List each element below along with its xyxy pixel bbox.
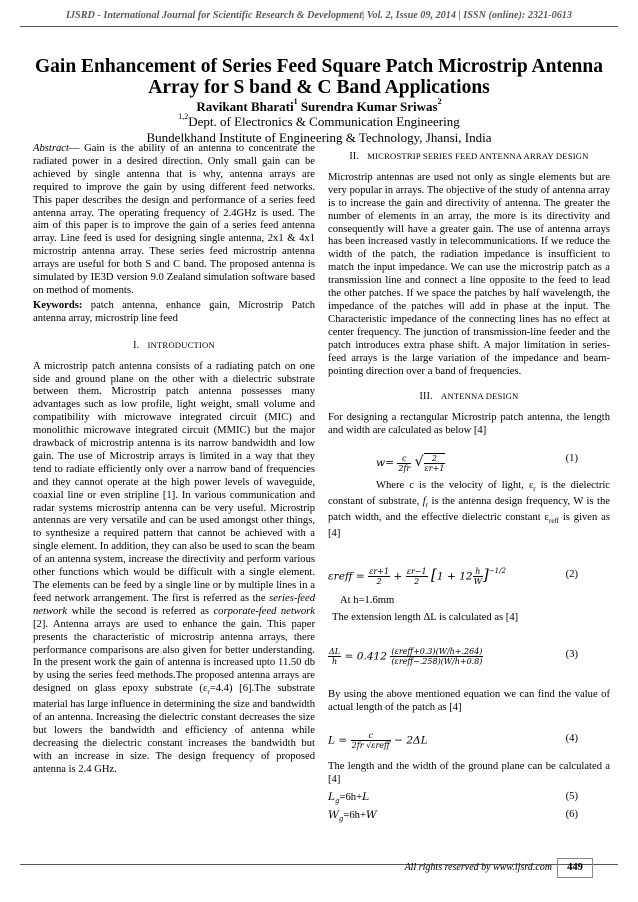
ground-plane-text: The length and the width of the ground plane can be calculated a [4] (328, 760, 610, 785)
section-3-title: ANTENNA DESIGN (440, 391, 519, 402)
extension-text: The extension length ΔL is calculated as [4] (332, 611, 519, 623)
left-column (33, 143, 315, 777)
intro-series-term: series-feed network (33, 592, 315, 617)
eq1-text-a: Where c is the velocity of light, ε (376, 480, 534, 492)
eq2-number: (2) (565, 569, 578, 581)
department (0, 114, 638, 130)
abstract-text: — Gain is the ability of an antenna to concentrate the radiated power in a desired direction. Only small gain can be achieved by single antenna that is why, antenna arrays are required to improve the gain by using different feed networks. This paper describes the design and performance of a series feed antenna array. The operating frequency of 2.4GHz is used. The aim of this paper is to improve the gain of a series feed antenna array. Line feed is used for designing single antenna, 2x1 & 4x1 microstrip antenna array. These series feed microstrip antenna arrays are useful for both S and C band. The proposed antenna is simulated by IE3D version 9.0 Zealand simulation software based on method of moments. (33, 143, 315, 296)
eq1-description: Where c is the velocity of light, $\varepsilon_r$ is the dielectric constant of substrate, $f_r$ is the antenna design frequency, W is the patch width, and the effective dielectric constant $\varepsilon_{reff}$ is given as [4] (328, 480, 611, 540)
section-3-number: III. (419, 391, 433, 403)
section-3-heading (328, 390, 610, 404)
keywords-text: patch antenna, enhance gain, Microstrip Patch antenna array, microstrip line feed (33, 299, 315, 324)
eq5-number: (5) (565, 790, 578, 802)
authors (0, 99, 638, 115)
intro-paragraph (33, 361, 315, 777)
eq1-text-c: is the antenna design frequency, W is the patch width, and the effective dielectric constant ε (328, 496, 610, 524)
intro-eps-sub: r (207, 688, 210, 697)
journal-header: IJSRD - International Journal for Scientific Research & Development| Vol. 2, Issue 09, 2014 | ISSN (online): 2321-0613 (66, 10, 572, 21)
eq2-formula: εreff = $\frac{\varepsilon r+1}{2}$ + $\frac{\varepsilon r-1}{2}$ [1 + 12 $\frac{h}{W}$ ]$^{-1/2}$ (328, 565, 506, 587)
eq6-formula: $W_g=6h+W$ (328, 808, 377, 823)
page-number: 449 (557, 858, 593, 878)
equation-3 (328, 637, 610, 679)
equation-6 (328, 809, 610, 823)
author-2: Surendra Kumar Sriwas (297, 99, 438, 114)
section-2-number: II. (349, 151, 360, 162)
keywords-label: Keywords: (33, 299, 83, 311)
eq1-formula: w= $\frac{c}{2fr}$ √ $\frac{2}{\varepsilon r+1}$ (376, 453, 445, 474)
eq6-text: =6h+ (343, 809, 366, 821)
eq1-number: (1) (565, 453, 578, 465)
intro-text-4: =4.4) [6].The substrate material has large influence in determining the size and bandwidth of an antenna. Increasing the dielectric constant decreases the size but lowers the bandwidth and efficiency of antenna while decreasing the dielectric constant increases the bandwidth but with an increase in size. The design frequency of proposed antenna is 2.4 GHz. (33, 683, 315, 775)
institute: Bundelkhand Institute of Engineering & Technology, Jhansi, India (146, 130, 492, 145)
equation-4 (328, 727, 610, 757)
footer-link[interactable]: www.ijsrd.com (493, 862, 552, 873)
right-column (328, 143, 610, 827)
at-h-text: At h=1.6mm (340, 595, 395, 607)
eq3-formula: $\frac{\Delta L}{h}$ = 0.412 $\frac{\text{(εreff+0.3)(W/h+.264)}}{\text{(εreff−.258)(W/h+0.8)}}$ (329, 646, 483, 666)
author-2-sup: 2 (437, 97, 442, 106)
abstract-label: Abstract (33, 143, 69, 154)
title-line-1: Gain Enhancement of Series Feed Square Patch Microstrip Antenna (34, 56, 603, 77)
section-1-heading (33, 339, 315, 353)
header-rule (20, 26, 618, 27)
eq4-formula: L = $\frac{c}{\text{2fr √εreff}}$ − 2ΔL (328, 730, 428, 750)
author-1-sup: 1 (293, 97, 298, 106)
abstract (33, 143, 315, 298)
intro-text-2: while the second is referred as (67, 605, 214, 617)
eq1-text-d: is given as [4] (328, 512, 610, 540)
author-1: Ravikant Bharati (196, 99, 294, 114)
dept-sup: 1,2 (178, 112, 189, 121)
equation-5 (328, 791, 610, 805)
section-2-heading (328, 150, 610, 164)
section-1-number: I. (133, 339, 140, 351)
actual-length-text: By using the above mentioned equation we can find the value of actual length of the patch as [4] (328, 688, 610, 713)
title-line-2: Array for S band & C Band Applications (148, 77, 490, 98)
eq5-formula: $L_g=6h+L$ (328, 790, 370, 805)
equation-1 (328, 444, 610, 476)
eq6-number: (6) (565, 808, 578, 820)
eq4-number: (4) (565, 732, 578, 744)
intro-text-3: [2]. Antenna arrays are used to enhance the gain. This paper presents the characteristic of microstrip antenna arrays, there performance comparisons are also given for better understanding. In the present work the gain of antenna is increased upto 11.50 db by using the series feed methods.The proposed antenna arrays are designed on glass epoxy substrate (ε (33, 618, 315, 695)
footer-text: All rights reserved by (404, 862, 494, 873)
eq5-text: =6h+ (339, 791, 363, 803)
section-1-title: INTRODUCTION (147, 339, 215, 350)
eq1-text-b: is the dielectric constant of substrate, (328, 480, 611, 508)
dept-text: Dept. of Electronics & Communication Engineering (188, 114, 460, 129)
keywords (33, 300, 315, 326)
section-2-paragraph: Microstrip antennas are used not only as single elements but are very popular in arrays. The objective of the study of antenna array is to increase the gain and directivity of antenna. The greater the number of elements in an array, the more is its directivity and consequently will have a greater gain. The use of antenna arrays has been increased vastly in telecommunications. If we reduce the width of the patch, the radiation impedance is insufficient to match the input impedance. We can use the microstrip patch as a transmission line and connect a line opposite to the feed to lead the other patches. If we space the patches by half wavelength, the impedance of the patches will add in phase at the input. The Characteristic impedance of the connecting lines has no effect at center frequency. The junction of transmission-line feeder and the patch introduces extra phase shift. A major limitation in series-feed arrays is the large variation of the impedance and beam-pointing direction over a band of frequencies. (328, 171, 610, 377)
intro-corporate-term: corporate-feed network (213, 605, 315, 617)
eq3-number: (3) (565, 648, 578, 660)
section-3-paragraph: For designing a rectangular Microstrip patch antenna, the length and width are calculated as below [4] (328, 412, 610, 437)
paper-title (20, 56, 618, 98)
equation-2 (328, 557, 610, 591)
intro-text-1: A microstrip patch antenna consists of a radiating patch on one side and ground plane on the other with a dielectric substrate between them. Microstrip patch antenna possesses many advantages such as low profile, light weight, small volume and compatibility with microwave integrated circuit (MIC) and monolithic microwave integrated circuit (MMIC) but the major drawback of microstrip antenna is its narrow bandwidth and low gain. The use of Microstrip arrays is limited in a way that they tend to radiate efficiently only over a narrow band of frequencies and they cannot operate at the high power levels of waveguide, coaxial line or even stripline [1]. In various communication and radar systems microstrip antenna can be very useful. Microstrip antennas are very versatile and can be used amongst other things, to synthesize a required pattern that cannot be achieved with a single element. In addition, they can also be used to scan the beam of an antenna system, increase the directivity and perform various other functions which would be difficult with a single element. The elements can be feed by a single line or by multiple lines in a feed network arrangement. The first is referred as the (33, 360, 315, 604)
footer (405, 862, 552, 873)
section-2-title: MICROSTRIP SERIES FEED ANTENNA ARRAY DESIGN (367, 151, 589, 161)
